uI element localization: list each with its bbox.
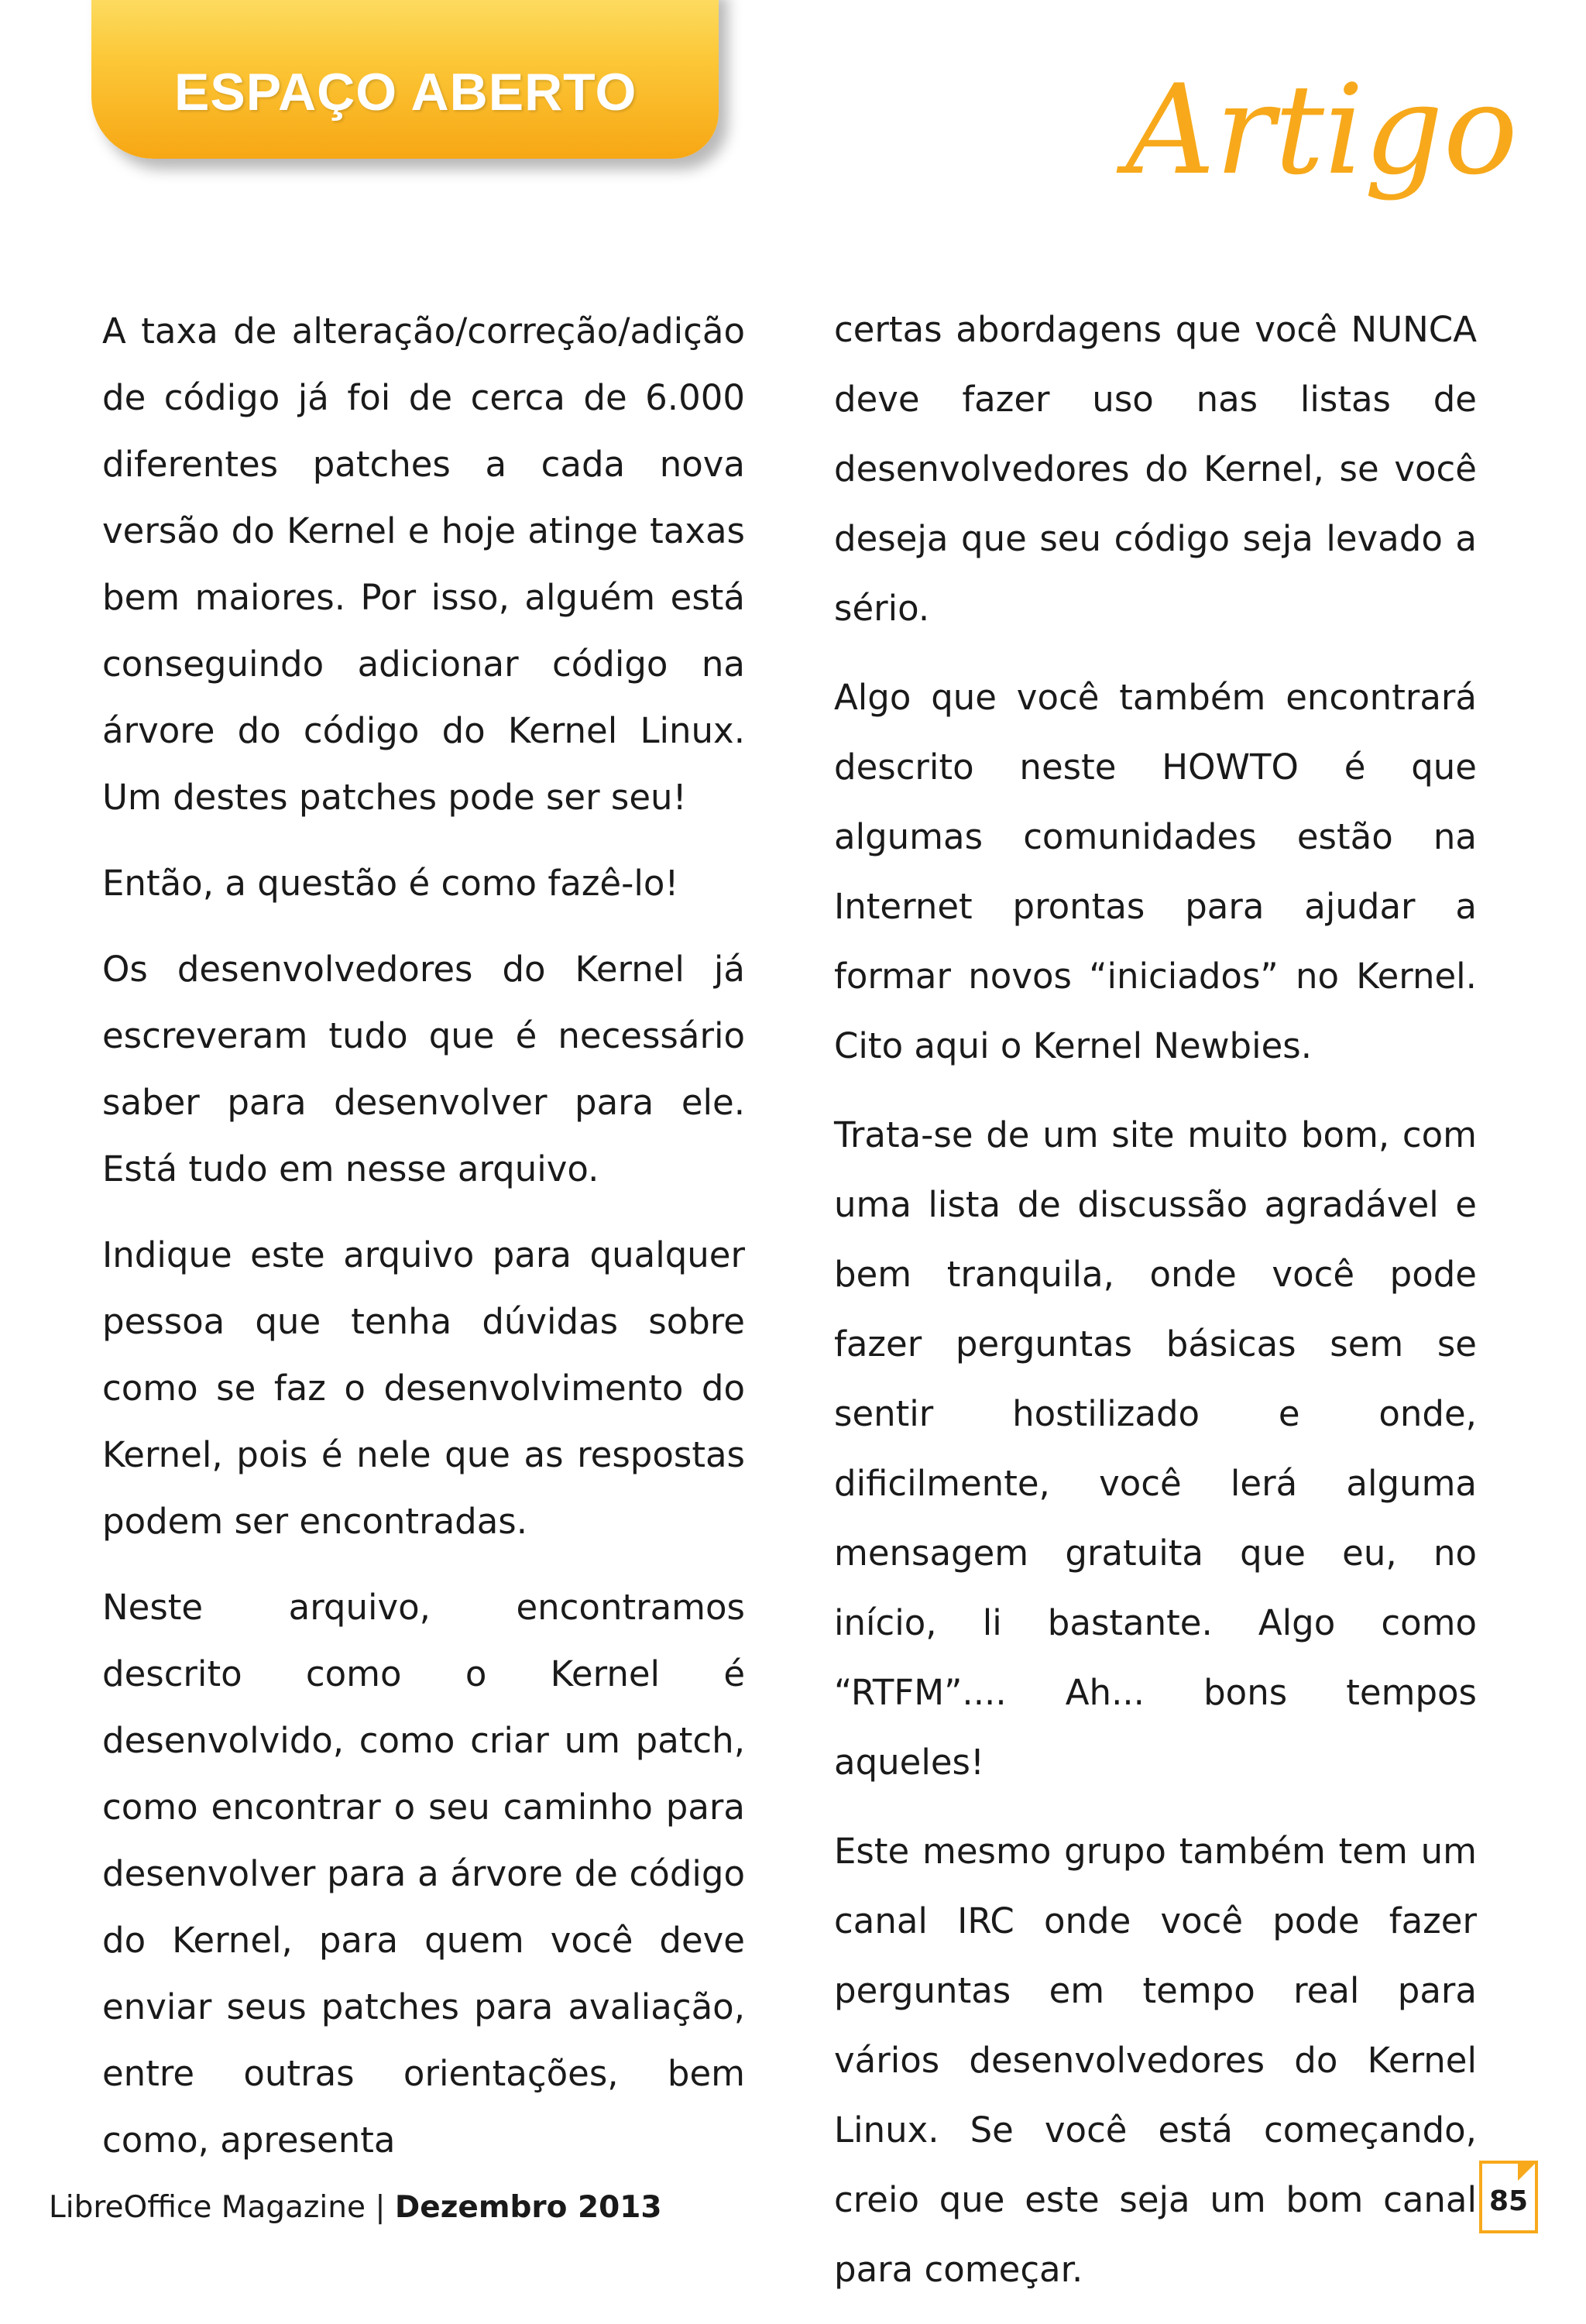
paragraph: Neste arquivo, encontramos descrito como o Kernel é desenvolvido, como criar um patch, como encontrar o seu caminho para desenvolver para a árvore de código do Kernel, para quem você deve enviar seus patches para avaliação, entre outras orientações, bem como, apresenta	[102, 1587, 745, 2161]
paragraph: Trata-se de um site muito bom, com uma lista de discussão agradável e bem tranquila, onde você pode fazer perguntas básicas sem se sentir hostilizado e onde, dificilmente, você lerá alguma mensagem gratuita que eu, no início, li bastante. Algo como “RTFM”.... Ah... bons tempos aqueles!	[834, 1114, 1477, 1783]
paragraph: certas abordagens que você NUNCA deve fazer uso nas listas de desenvolvedores do Kernel, se você deseja que seu código seja levado a sério.	[834, 309, 1477, 629]
section-tab-title: ESPAÇO ABERTO	[174, 63, 637, 122]
article-right-column	[834, 295, 1477, 2324]
paragraph: Algo que você também encontrará descrito neste HOWTO é que algumas comunidades estão na Internet prontas para ajudar a formar novos “iniciados” no Kernel. Cito aqui o Kernel Newbies.	[834, 677, 1477, 1066]
section-label: Artigo	[1125, 57, 1518, 202]
page-footer	[49, 2190, 662, 2225]
paragraph: Então, a questão é como fazê-lo!	[102, 863, 679, 904]
paragraph: Este mesmo grupo também tem um canal IRC onde você pode fazer perguntas em tempo real para vários desenvolvedores do Kernel Linux. Se você está começando, creio que este seja um bom canal para começar.	[834, 1831, 1477, 2290]
footer-publication: LibreOffice Magazine	[49, 2190, 366, 2225]
paragraph: Indique este arquivo para qualquer pessoa que tenha dúvidas sobre como se faz o desenvolvimento do Kernel, pois é nele que as respostas podem ser encontradas.	[102, 1234, 745, 1542]
article-left-column	[102, 298, 745, 2193]
paragraph: A taxa de alteração/correção/adição de código já foi de cerca de 6.000 diferentes patches a cada nova versão do Kernel e hoje atinge taxas bem maiores. Por isso, alguém está conseguindo adicionar código na árvore do código do Kernel Linux. Um destes patches pode ser seu!	[102, 311, 745, 818]
footer-issue: Dezembro 2013	[394, 2190, 662, 2225]
paragraph: Os desenvolvedores do Kernel já escreveram tudo que é necessário saber para desenvolver para ele. Está tudo em nesse arquivo.	[102, 949, 745, 1189]
page-corner-icon	[1518, 2161, 1538, 2181]
page-number-box	[1479, 2161, 1538, 2233]
page-number: 85	[1488, 2185, 1529, 2217]
footer-separator: |	[365, 2190, 395, 2225]
